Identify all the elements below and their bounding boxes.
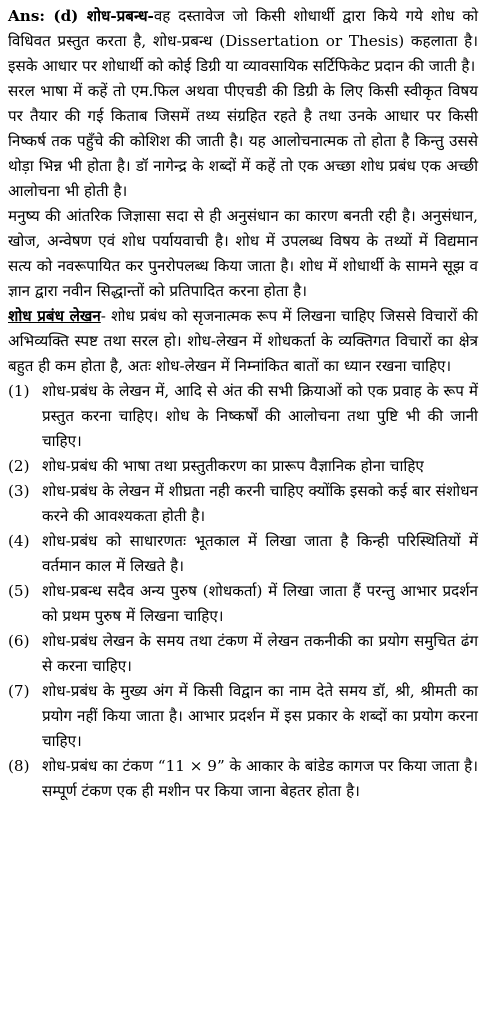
list-item-number: (5) — [8, 582, 30, 600]
list-item-text: शोध-प्रबंध को साधारणतः भूतकाल में लिखा जाता है किन्ही परिस्थितियों में वर्तमान काल में लिखते है। — [42, 532, 478, 575]
section-paragraph — [8, 304, 478, 379]
list-item-text: शोध-प्रबंध के लेखन में शीघ्रता नही करनी चाहिए क्योंकि इसको कई बार संशोधन करने की आवश्यकता होती है। — [42, 482, 478, 525]
list-item-number: (7) — [8, 682, 30, 700]
points-list — [8, 379, 478, 804]
list-item — [8, 454, 478, 479]
list-item-number: (2) — [8, 457, 30, 475]
list-item — [8, 629, 478, 679]
list-item-text: शोध-प्रबंध के मुख्य अंग में किसी विद्वान का नाम देते समय डॉ, श्री, श्रीमती का प्रयोग नहीं किया जाता है। आभार प्रदर्शन में इस प्रकार के शब्दों का प्रयोग करना चाहिए। — [42, 682, 478, 750]
paragraph-2: सरल भाषा में कहें तो एम.फिल अथवा पीएचडी की डिग्री के लिए किसी स्वीकृत विषय पर तैयार की गई किताब जिसमें तथ्य संग्रहित रहते है तथा उनके आधार पर किसी निष्कर्ष तक पहुँचे की कोशिश की जाती है। यह आलोचनात्मक तो होता है किन्तु उससे थोड़ा भिन्न भी होता है। डॉ नागेन्द्र के शब्दों में कहें तो एक अच्छा शोध प्रबंध एक अच्छी आलोचना भी होती है। — [8, 82, 478, 200]
section-heading: शोध प्रबंध लेखन — [8, 307, 101, 325]
list-item-text: शोध-प्रबंध लेखन के समय तथा टंकण में लेखन तकनीकी का प्रयोग समुचित ढंग से करना चाहिए। — [42, 632, 478, 675]
intro-paragraph — [8, 4, 478, 79]
list-item-text: शोध-प्रबंध का टंकण “11 × 9” के आकार के बांडेड कागज पर किया जाता है। सम्पूर्ण टंकण एक ही मशीन पर किया जाना बेहतर होता है। — [42, 757, 478, 800]
intro-text: वह दस्तावेज जो किसी शोधार्थी द्वारा किये गये शोध को विधिवत प्रस्तुत करता है, शोध-प्रबन्ध (Dissertation or Thesis) कहलाता है। इसके आधार पर शोधार्थी को कोई डिग्री या व्यावसायिक सर्टिफिकेट प्रदान की जाती है। — [8, 7, 478, 75]
list-item — [8, 579, 478, 629]
list-item-text: शोध-प्रबंध की भाषा तथा प्रस्तुतीकरण का प्रारूप वैज्ञानिक होना चाहिए — [42, 457, 424, 475]
section-dash: - — [100, 307, 112, 325]
list-item — [8, 379, 478, 454]
list-item-number: (8) — [8, 757, 30, 775]
list-item — [8, 754, 478, 804]
list-item — [8, 679, 478, 754]
list-item-number: (4) — [8, 532, 30, 550]
answer-heading: Ans: (d) शोध-प्रबन्ध- — [8, 7, 154, 25]
list-item-text: शोध-प्रबन्ध सदैव अन्य पुरुष (शोधकर्ता) में लिखा जाता हैं परन्तु आभार प्रदर्शन को प्रथम पुरुष में लिखना चाहिए। — [42, 582, 478, 625]
list-item-number: (1) — [8, 382, 30, 400]
list-item — [8, 529, 478, 579]
list-item — [8, 479, 478, 529]
paragraph-3: मनुष्य की आंतरिक जिज्ञासा सदा से ही अनुसंधान का कारण बनती रही है। अनुसंधान, खोज, अन्वेषण एवं शोध पर्यायवाची है। शोध में उपलब्ध विषय के तथ्यों में विद्यमान सत्य को नवरूपायित कर पुनरोपलब्ध किया जाता है। शोध में शोधार्थी के सामने सूझ व ज्ञान द्वारा नवीन सिद्धान्तों को प्रतिपादित करना होता है। — [8, 207, 478, 300]
list-item-number: (3) — [8, 482, 30, 500]
list-item-text: शोध-प्रबंध के लेखन में, आदि से अंत की सभी क्रियाओं को एक प्रवाह के रूप में प्रस्तुत करना चाहिए। शोध के निष्कर्षों की आलोचना तथा पुष्टि भी की जानी चाहिए। — [42, 382, 478, 450]
list-item-number: (6) — [8, 632, 30, 650]
section-text: शोध प्रबंध को सृजनात्मक रूप में लिखना चाहिए जिससे विचारों की अभिव्यक्ति स्पष्ट तथा सरल हो। शोध-लेखन में शोधकर्ता के व्यक्तिगत विचारों का क्षेत्र बहुत ही कम होता है, अतः शोध-लेखन में निम्नांकित बातों का ध्यान रखना चाहिए। — [8, 307, 478, 375]
